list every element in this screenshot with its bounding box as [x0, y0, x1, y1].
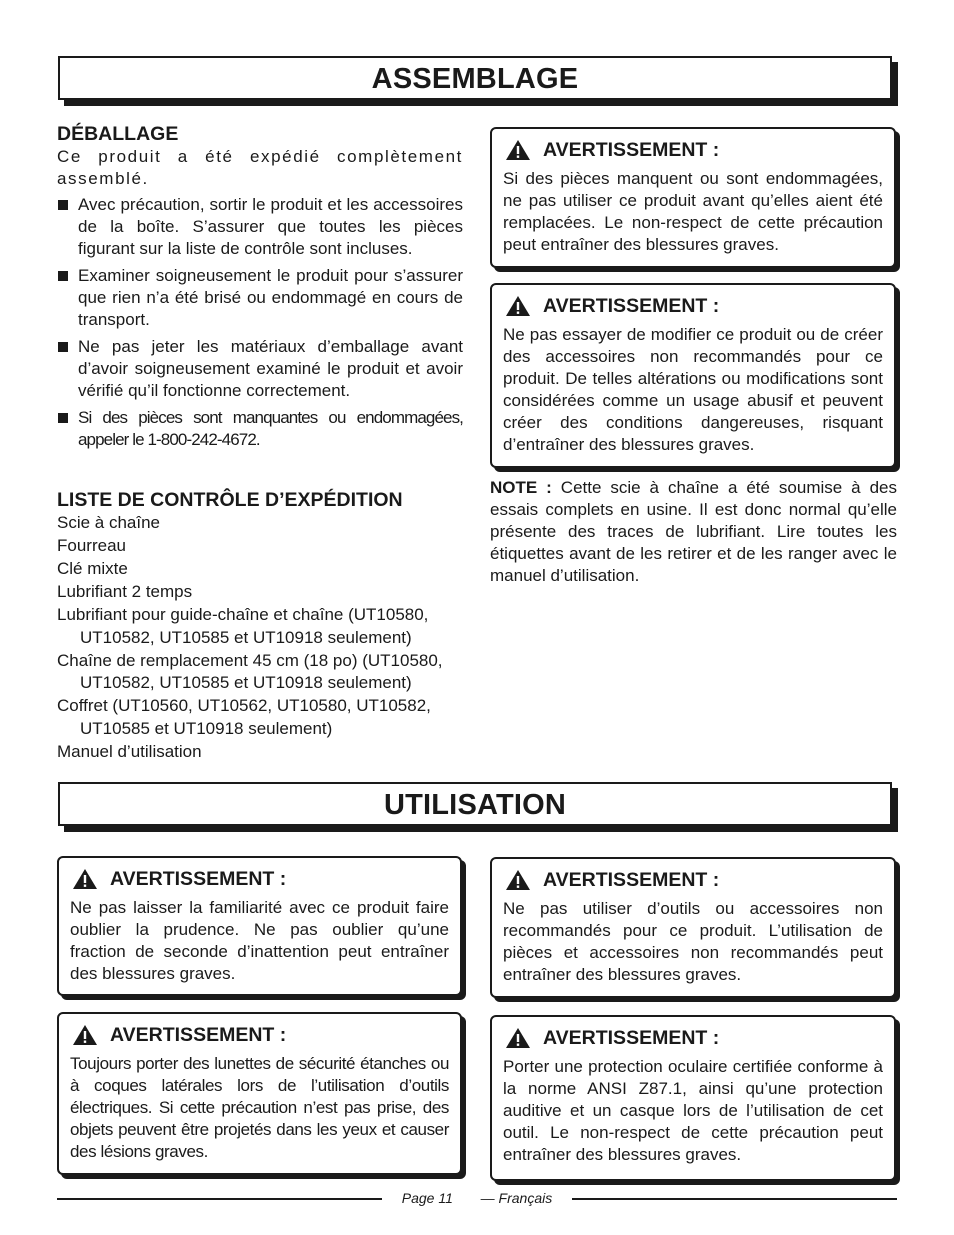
list-item: Ne pas jeter les matériaux d’emballage avant d’avoir soigneusement examiné le produit et avoir vérifié qu’il fonctionne correctement.	[57, 336, 463, 402]
warning-box-utilisation-1	[57, 856, 462, 996]
note-label: NOTE :	[490, 478, 552, 497]
warning-triangle-icon	[505, 295, 531, 317]
page-footer	[57, 1188, 897, 1208]
warning-text: Porter une protection oculaire certifiée conforme à la norme ANSI Z87.1, ainsi qu’une protection auditive et un casque lors de l’utilisation de cet outil. Le non-respect de cette précaution peut entraîner des blessures graves.	[503, 1057, 883, 1164]
warning-text: Ne pas essayer de modifier ce produit ou de créer des accessoires non recommandés pour ce produit. De telles altérations ou modifications sont considérées comme un usage abusif et peuvent créer des conditions dangereuses, risquant d’entraîner des blessures graves.	[503, 325, 883, 454]
footer-language: — Français	[471, 1190, 563, 1206]
checklist-list	[57, 512, 463, 763]
warning-title: AVERTISSEMENT :	[503, 868, 883, 892]
checklist-title: LISTE DE CONTRÔLE D’EXPÉDITION	[57, 489, 403, 511]
square-bullet-icon	[58, 413, 68, 423]
square-bullet-icon	[58, 271, 68, 281]
note-text: Cette scie à chaîne a été soumise à des essais complets en usine. Il est donc normal qu’elle présente des traces de lubrifiant. Lire toutes les étiquettes avant de les retirer et de les ranger avec le manuel d’utilisation.	[490, 478, 897, 585]
deballage-title: DÉBALLAGE	[57, 123, 179, 145]
warning-box-utilisation-3	[57, 1012, 462, 1175]
footer-label	[57, 1188, 897, 1208]
warning-triangle-icon	[505, 139, 531, 161]
warning-text: Toujours porter des lunettes de sécurité étanches ou à coques latérales lors de l’utilisation d’outils électriques. Si cette précaution n’est pas prise, des objets peuvent être projetés dans les yeux et causer des lésions graves.	[70, 1054, 449, 1161]
checklist-section	[57, 488, 463, 764]
warning-title: AVERTISSEMENT :	[503, 1026, 883, 1050]
warning-box-assemblage-2	[490, 283, 896, 468]
list-item: Chaîne de remplacement 45 cm (18 po) (UT10580, UT10582, UT10585 et UT10918 seulement)	[57, 650, 443, 692]
warning-title: AVERTISSEMENT :	[70, 867, 449, 891]
warning-triangle-icon	[72, 1024, 98, 1046]
list-item: Examiner soigneusement le produit pour s’assurer que rien n’a été brisé ou endommagé en cours de transport.	[57, 265, 463, 331]
warning-box-utilisation-4	[490, 1015, 896, 1181]
section-title: ASSEMBLAGE	[371, 63, 579, 95]
warning-title: AVERTISSEMENT :	[503, 138, 883, 162]
square-bullet-icon	[58, 200, 68, 210]
section-header-utilisation	[58, 782, 892, 826]
section-title: UTILISATION	[383, 789, 567, 821]
deballage-section	[57, 122, 463, 456]
page-number: Page 11	[392, 1190, 463, 1206]
warning-box-assemblage-1	[490, 127, 896, 268]
section-header-assemblage	[58, 56, 892, 100]
warning-text: Ne pas laisser la familiarité avec ce produit faire oublier la prudence. Ne pas oublier qu’une fraction de seconde d’inattention peut entraîner des blessures graves.	[70, 898, 449, 983]
list-item: Coffret (UT10560, UT10562, UT10580, UT10582, UT10585 et UT10918 seulement)	[57, 696, 431, 738]
list-item: Clé mixte	[57, 559, 128, 578]
warning-text: Si des pièces manquent ou sont endommagées, ne pas utiliser ce produit avant qu’elles aient été remplacées. Le non-respect de cette précaution peut entraîner des blessures graves.	[503, 169, 883, 254]
deballage-bullet-list	[57, 194, 463, 451]
list-item: Manuel d’utilisation	[57, 741, 202, 761]
warning-text: Ne pas utiliser d’outils ou accessoires non recommandés pour ce produit. L’utilisation de pièces et accessoires non recommandés peut entraîner des blessures graves.	[503, 899, 883, 984]
list-item: Fourreau	[57, 536, 126, 555]
list-item: Avec précaution, sortir le produit et les accessoires de la boîte. S’assurer que toutes les pièces figurant sur la liste de contrôle sont incluses.	[57, 194, 463, 260]
square-bullet-icon	[58, 342, 68, 352]
warning-triangle-icon	[505, 1027, 531, 1049]
list-item: Lubrifiant 2 temps	[57, 582, 193, 601]
list-item: Lubrifiant pour guide-chaîne et chaîne (UT10580, UT10582, UT10585 et UT10918 seulement)	[57, 605, 429, 647]
warning-title: AVERTISSEMENT :	[70, 1023, 449, 1047]
warning-title: AVERTISSEMENT :	[503, 294, 883, 318]
list-item: Scie à chaîne	[57, 513, 161, 532]
note-paragraph	[490, 477, 897, 587]
list-item: Si des pièces sont manquantes ou endommagées, appeler le 1-800-242-4672.	[57, 407, 463, 451]
warning-box-utilisation-2	[490, 857, 896, 998]
warning-triangle-icon	[72, 868, 98, 890]
deballage-intro: Ce produit a été expédié complètement assemblé.	[57, 147, 463, 188]
warning-triangle-icon	[505, 869, 531, 891]
